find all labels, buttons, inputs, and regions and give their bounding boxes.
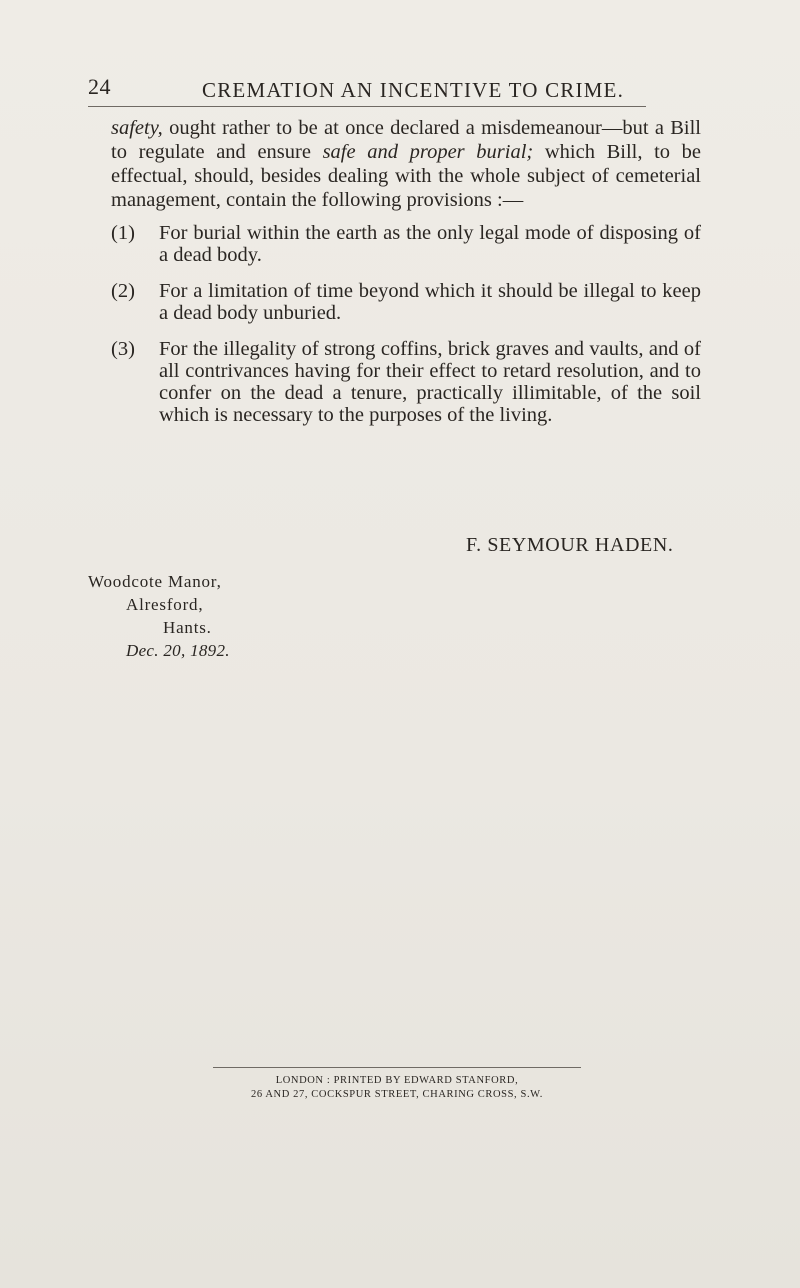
lead-italic-word: safety, [111, 117, 163, 139]
body-paragraph [111, 116, 701, 212]
address-line: Hants. [163, 618, 212, 637]
header-rule [88, 106, 646, 107]
provisions-list [111, 222, 701, 440]
provision-item [111, 338, 701, 426]
paragraph-text-part1: ought rather to be at once declared a misdemeanour—but a Bill to regulate and ensure [111, 117, 701, 163]
imprint-rule [213, 1067, 581, 1068]
imprint-line: 26 AND 27, COCKSPUR STREET, CHARING CROSS, S.W. [251, 1089, 543, 1100]
provision-text: For a limitation of time beyond which it should be illegal to keep a dead body unburied. [159, 280, 701, 324]
provision-item [111, 280, 701, 324]
imprint-line: LONDON : PRINTED BY EDWARD STANFORD, [275, 1075, 519, 1086]
running-title: CREMATION AN INCENTIVE TO CRIME. [202, 78, 625, 102]
provision-text: For burial within the earth as the only legal mode of disposing of a dead body. [159, 222, 701, 266]
printer-imprint [213, 1074, 581, 1102]
letter-date: Dec. 20, 1892. [126, 641, 230, 660]
address-line: Woodcote Manor, [88, 572, 222, 591]
page-header [88, 74, 708, 108]
provision-item [111, 222, 701, 266]
paragraph-text-part2: which Bill, to be effectual, should, besides dealing with the whole subject of cemeterial management, contain the following provisions :— [111, 141, 702, 211]
provision-number: (3) [111, 338, 135, 360]
page-number: 24 [88, 74, 111, 99]
provision-number: (1) [111, 222, 135, 244]
address-line: Alresford, [126, 595, 204, 614]
address-block [88, 570, 230, 662]
italic-phrase: safe and proper burial; [322, 141, 534, 163]
provision-text: For the illegality of strong coffins, brick graves and vaults, and of all contrivances having for their effect to retard resolution, and to confer on the dead a tenure, practically illimitable, of the soil which is necessary to the purposes of the living. [159, 338, 701, 426]
provision-number: (2) [111, 280, 135, 302]
signature: F. SEYMOUR HADEN. [466, 534, 674, 556]
